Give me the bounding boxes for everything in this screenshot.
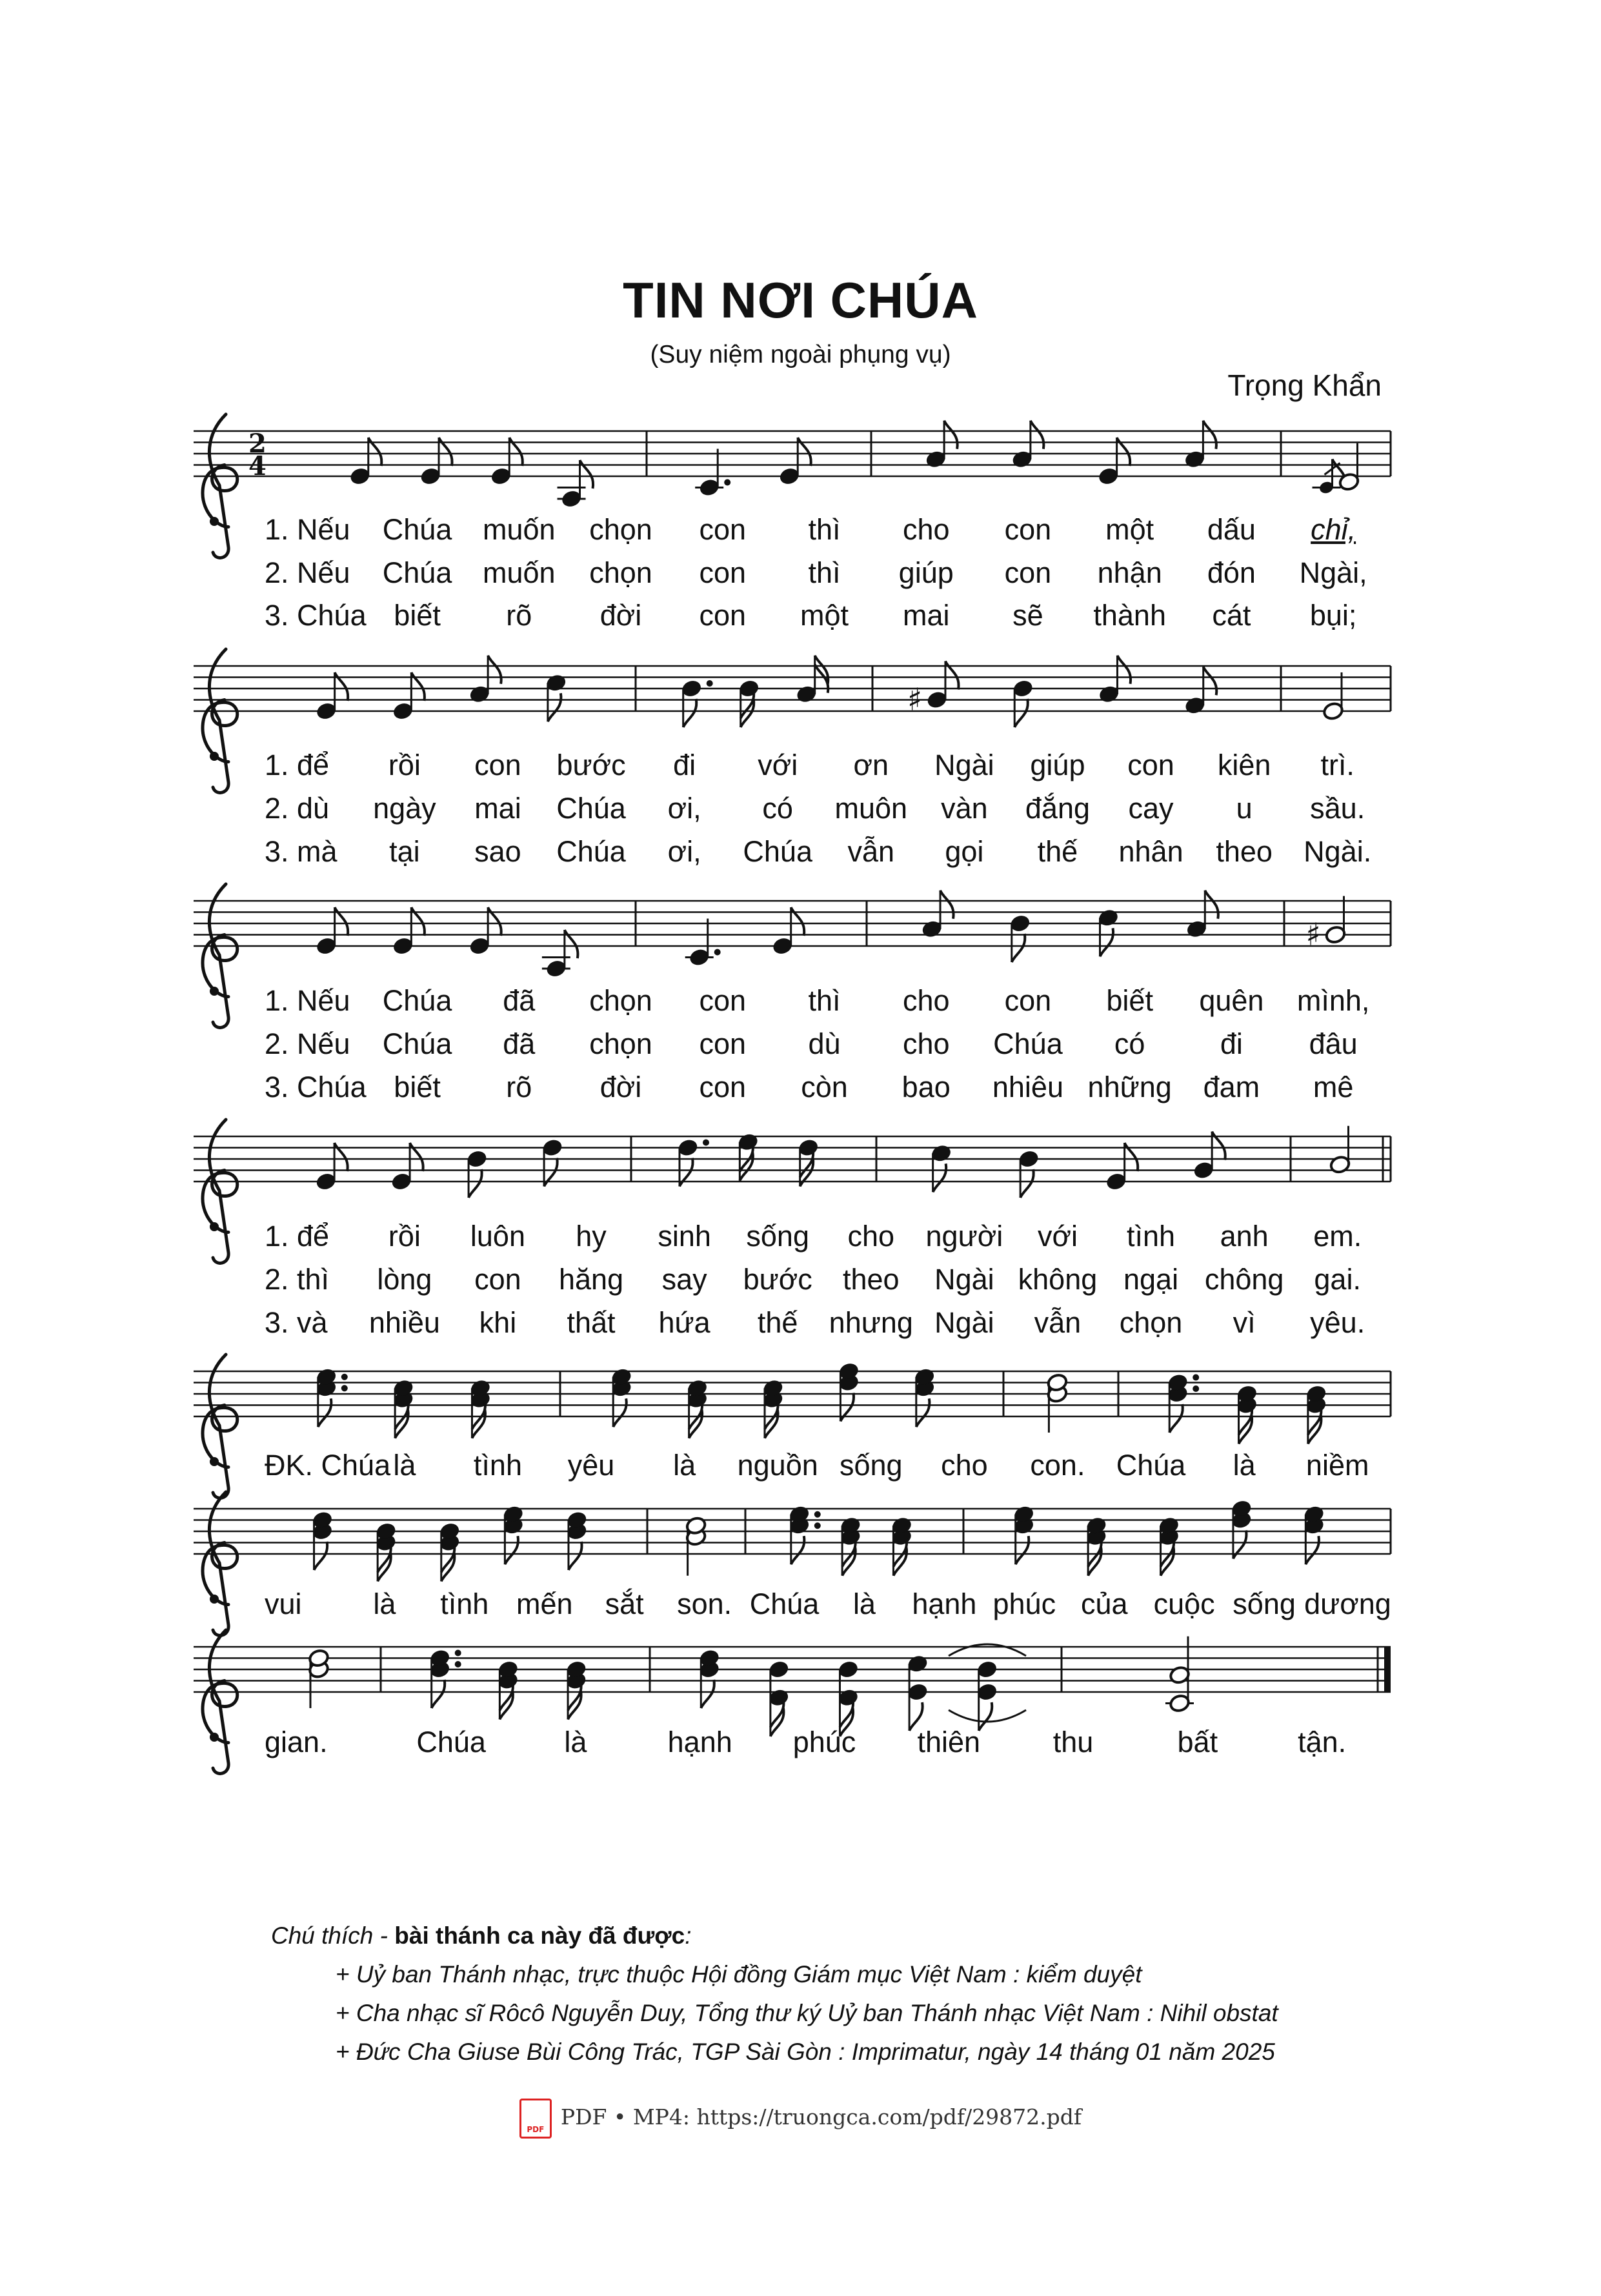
note-flag xyxy=(1012,934,1025,962)
lyric-syllable: Chúa xyxy=(556,792,626,825)
lyric-syllable: ơi, xyxy=(667,792,701,825)
lyric-syllable: Ngài, xyxy=(1299,556,1367,589)
dot xyxy=(707,680,713,687)
lyric-syllable: hăng xyxy=(558,1263,624,1296)
note-flag xyxy=(933,1163,947,1192)
lyric-syllable: tình xyxy=(473,1449,522,1482)
lyric-syllable: chọn xyxy=(589,984,652,1017)
sharp-icon: ♯ xyxy=(907,681,923,718)
notes-lead-end: : xyxy=(685,1922,692,1949)
lyric-syllable: là xyxy=(1233,1449,1256,1482)
dot xyxy=(1193,1375,1199,1381)
lyric-syllable: 1. Nếu xyxy=(265,984,350,1017)
lyric-syllable: hạnh xyxy=(667,1726,732,1758)
treble-clef-icon xyxy=(203,414,237,558)
notes-line: + Uỷ ban Thánh nhạc, trực thuộc Hội đồng Giám mục Việt Nam : kiểm duyệt xyxy=(336,1961,1142,1988)
treble-clef-icon xyxy=(203,1492,237,1635)
lyric-syllable: chọn xyxy=(1119,1306,1183,1339)
lyric-syllable: rõ xyxy=(506,599,532,632)
lyric-syllable: ơn xyxy=(853,749,889,781)
lyric-syllable: chọn xyxy=(589,513,652,546)
note-flag xyxy=(613,1398,627,1427)
note-flag xyxy=(1100,928,1114,956)
lyric-syllable: tận. xyxy=(1298,1726,1347,1758)
note-flag xyxy=(1169,1404,1183,1433)
treble-clef-icon xyxy=(203,1120,237,1263)
lyric-syllable: thì xyxy=(808,513,841,546)
lyric-syllable: niềm xyxy=(1305,1449,1369,1482)
note-flag xyxy=(1016,1536,1029,1564)
lyric-syllable: vẫn xyxy=(847,835,895,868)
lyric-syllable: em. xyxy=(1313,1220,1362,1253)
lyric-syllable: Ngài xyxy=(934,749,994,781)
lyric-syllable: chọn xyxy=(589,1027,652,1060)
lyric-syllable: sống xyxy=(746,1220,809,1253)
lyric-syllable: có xyxy=(762,792,793,825)
lyric-syllable: ơi, xyxy=(667,835,701,868)
lyric-syllable: là xyxy=(852,1587,876,1620)
lyric-syllable: tình xyxy=(440,1587,489,1620)
note-flag xyxy=(569,1542,582,1570)
lyric-syllable: 1. để xyxy=(265,749,330,781)
song-title: TIN NƠI CHÚA xyxy=(623,272,978,328)
lyric-syllable: sống xyxy=(1233,1587,1296,1620)
treble-clef-icon xyxy=(210,752,219,761)
lyric-syllable: Chúa xyxy=(556,835,626,868)
lyric-syllable: sống xyxy=(839,1449,903,1482)
lyric-syllable: tình xyxy=(1127,1220,1176,1253)
lyric-syllable: cho xyxy=(902,984,950,1017)
lyric-syllable: con xyxy=(1127,749,1174,781)
time-signature-bottom: 4 xyxy=(248,451,267,481)
treble-clef-icon xyxy=(210,987,219,996)
lyric-syllable: con xyxy=(699,556,747,589)
lyric-syllable: vàn xyxy=(941,792,988,825)
lyric-syllable: dù xyxy=(808,1027,841,1060)
dot xyxy=(341,1374,348,1380)
lyric-syllable: nhận xyxy=(1097,556,1162,589)
lyric-syllable: vì xyxy=(1233,1306,1256,1339)
lyric-syllable: nhân xyxy=(1118,835,1183,868)
lyric-syllable: tại xyxy=(389,835,420,868)
lyric-syllable: rồi xyxy=(388,749,421,781)
lyric-syllable: là xyxy=(393,1449,416,1482)
lyric-syllable: 3. và xyxy=(265,1306,328,1339)
note-flag xyxy=(468,1169,482,1198)
dot xyxy=(724,479,730,486)
lyric-syllable: thế xyxy=(1037,835,1078,868)
lyric-syllable: phúc xyxy=(792,1726,856,1758)
lyric-syllable: sao xyxy=(474,835,521,868)
lyric-syllable: nhiều xyxy=(368,1306,440,1339)
lyric-syllable: con xyxy=(474,1263,521,1296)
dot xyxy=(814,1522,821,1529)
lyric-syllable: thu xyxy=(1052,1726,1094,1758)
lyric-syllable: vui xyxy=(265,1587,302,1620)
lyric-syllable: con xyxy=(699,513,747,546)
lyric-syllable: nguồn xyxy=(737,1449,818,1482)
note-flag xyxy=(1117,656,1131,684)
notes-heading xyxy=(271,1917,1278,1955)
composer-name: Trọng Khẩn xyxy=(1227,368,1382,402)
lyric-syllable: biết xyxy=(394,1071,441,1103)
footer xyxy=(0,2099,1601,2139)
note-flag xyxy=(314,1542,328,1570)
lyric-syllable: một xyxy=(1105,513,1154,546)
lyric-syllable: con xyxy=(1004,556,1052,589)
dot xyxy=(703,1140,709,1146)
lyric-syllable: con. xyxy=(1030,1449,1085,1482)
treble-clef-icon xyxy=(210,1222,219,1231)
lyric-syllable: gai. xyxy=(1314,1263,1361,1296)
lyric-syllable: 2. thì xyxy=(265,1263,330,1296)
lyric-syllable: con xyxy=(699,599,747,632)
lyric-syllable: bụi; xyxy=(1309,599,1357,632)
lyric-syllable: chọn xyxy=(589,556,652,589)
treble-clef-icon xyxy=(203,884,237,1027)
lyric-syllable: con xyxy=(474,749,521,781)
lyric-syllable: nhiêu xyxy=(992,1071,1063,1103)
lyric-syllable: 2. dù xyxy=(265,792,330,825)
lyric-syllable: bước xyxy=(556,749,626,781)
lyric-syllable: Chúa xyxy=(382,984,452,1017)
dot xyxy=(714,949,721,956)
dot xyxy=(814,1511,821,1518)
lyric-syllable: Chúa xyxy=(743,835,812,868)
note-flag xyxy=(1203,421,1216,449)
note-flag xyxy=(1020,1169,1034,1198)
lyric-syllable: giúp xyxy=(898,556,954,589)
lyric-syllable: 2. Nếu xyxy=(265,556,350,589)
lyric-syllable: cho xyxy=(902,1027,950,1060)
lyric-syllable: mai xyxy=(474,792,521,825)
lyric-syllable: hy xyxy=(576,1220,607,1253)
lyric-syllable: Ngài xyxy=(934,1263,994,1296)
lyric-syllable: không xyxy=(1018,1263,1098,1296)
lyric-syllable: khi xyxy=(479,1306,517,1339)
lyric-syllable: Chúa xyxy=(382,556,452,589)
lyric-syllable: quên xyxy=(1199,984,1264,1017)
note-flag xyxy=(1014,699,1028,727)
lyric-syllable: vẫn xyxy=(1034,1306,1082,1339)
note-flag xyxy=(548,693,561,721)
lyric-syllable: đã xyxy=(503,984,536,1017)
lyric-syllable: đắng xyxy=(1025,792,1090,825)
lyric-syllable: con xyxy=(1004,984,1052,1017)
treble-clef-icon xyxy=(203,1630,237,1773)
final-barline xyxy=(1384,1647,1391,1692)
lyric-syllable: trì. xyxy=(1320,749,1354,781)
lyric-syllable: 3. Chúa xyxy=(265,599,367,632)
lyric-syllable: biết xyxy=(1106,984,1153,1017)
lyric-syllable: luôn xyxy=(470,1220,525,1253)
lyric-syllable: đi xyxy=(673,749,696,781)
lyric-syllable: còn xyxy=(801,1071,848,1103)
note-flag xyxy=(1203,667,1217,695)
lyric-syllable: phúc xyxy=(992,1587,1056,1620)
time-signature-top: 2 xyxy=(248,428,267,459)
lyric-syllable: kiên xyxy=(1217,749,1271,781)
lyric-syllable: sầu. xyxy=(1310,792,1365,825)
lyric-syllable: với xyxy=(1037,1220,1078,1253)
lyric-syllable: muốn xyxy=(483,556,556,589)
note-flag xyxy=(701,1680,714,1708)
lyric-syllable: muốn xyxy=(483,513,556,546)
lyric-syllable: ngày xyxy=(373,792,436,825)
lyric-syllable: Chúa xyxy=(382,1027,452,1060)
dot xyxy=(455,1650,461,1657)
sharp-icon: ♯ xyxy=(1305,916,1321,953)
lyric-syllable: bước xyxy=(743,1263,812,1296)
lyric-syllable: con xyxy=(699,984,747,1017)
lyric-syllable: sắt xyxy=(605,1587,644,1620)
lyric-syllable: là xyxy=(673,1449,696,1482)
lyric-syllable: 3. mà xyxy=(265,835,337,868)
lyric-syllable: thì xyxy=(808,984,841,1017)
treble-clef-icon xyxy=(210,1733,219,1742)
lyric-syllable: biết xyxy=(394,599,441,632)
lyric-syllable: đam xyxy=(1203,1071,1260,1103)
lyric-syllable: mình, xyxy=(1296,984,1370,1017)
lyric-syllable: son. xyxy=(677,1587,732,1620)
lyric-syllable: 3. Chúa xyxy=(265,1071,367,1103)
lyric-syllable: có xyxy=(1114,1027,1145,1060)
note-flag xyxy=(505,1536,518,1564)
dot xyxy=(455,1661,461,1667)
notes-line: + Cha nhạc sĩ Rôcô Nguyễn Duy, Tổng thư ký Uỷ ban Thánh nhạc Việt Nam : Nihil obstat xyxy=(336,2000,1278,2026)
lyric-syllable: nhưng xyxy=(829,1306,913,1339)
lyric-syllable: rồi xyxy=(388,1220,421,1253)
note-flag xyxy=(940,891,954,919)
note-flag xyxy=(432,1680,445,1708)
lyric-syllable: cho xyxy=(847,1220,895,1253)
notes-lead-bold: bài thánh ca này đã được xyxy=(394,1922,685,1949)
lyric-syllable: theo xyxy=(842,1263,900,1296)
lyric-syllable: dương xyxy=(1304,1587,1391,1620)
lyric-syllable: bao xyxy=(901,1071,951,1103)
song-subtitle: (Suy niệm ngoài phụng vụ) xyxy=(650,341,951,368)
note-flag xyxy=(1031,421,1044,449)
lyric-syllable: hứa xyxy=(658,1306,710,1339)
note-flag xyxy=(1205,891,1218,919)
notes-line: + Đức Cha Giuse Bùi Công Trác, TGP Sài Gòn : Imprimatur, ngày 14 tháng 01 năm 2025 xyxy=(336,2039,1275,2065)
notes-lead: Chú thích - xyxy=(271,1922,395,1949)
lyric-syllable: gian. xyxy=(265,1726,328,1758)
lyric-syllable: hạnh xyxy=(912,1587,977,1620)
lyric-syllable: cát xyxy=(1212,599,1251,632)
lyric-syllable: đã xyxy=(503,1027,536,1060)
lyric-syllable: u xyxy=(1236,792,1253,825)
tie xyxy=(949,1644,1026,1656)
lyric-syllable: cuộc xyxy=(1153,1587,1215,1620)
lyric-syllable: ngại xyxy=(1123,1263,1179,1296)
lyric-syllable: bất xyxy=(1177,1726,1218,1758)
lyric-syllable: thiên xyxy=(917,1726,981,1758)
lyric-syllable: đón xyxy=(1207,556,1256,589)
footer-link[interactable]: PDF • MP4: https://truongca.com/pdf/29872.pdf xyxy=(560,2104,1082,2130)
treble-clef-icon xyxy=(210,1595,219,1604)
lyric-syllable: đâu xyxy=(1309,1027,1358,1060)
lyric-syllable: sinh xyxy=(658,1220,711,1253)
lyric-syllable: Ngài xyxy=(934,1306,994,1339)
lyric-syllable: cay xyxy=(1128,792,1174,825)
dot xyxy=(341,1385,348,1391)
lyric-syllable: chông xyxy=(1204,1263,1284,1296)
lyric-syllable: sẽ xyxy=(1012,599,1043,632)
lyric-syllable: Chúa xyxy=(749,1587,820,1620)
lyric-syllable: chỉ, xyxy=(1311,513,1356,546)
note-flag xyxy=(791,1536,805,1564)
lyric-syllable: mê xyxy=(1313,1071,1354,1103)
lyric-syllable: say xyxy=(661,1263,707,1296)
lyric-syllable: lòng xyxy=(377,1263,432,1296)
pdf-icon[interactable]: PDF xyxy=(519,2099,552,2139)
lyric-syllable: đời xyxy=(599,599,642,632)
treble-clef-icon xyxy=(203,1354,237,1498)
lyric-syllable: giúp xyxy=(1030,749,1085,781)
lyric-syllable: ĐK. Chúa xyxy=(265,1449,391,1482)
lyric-syllable: đi xyxy=(1220,1027,1243,1060)
note-flag xyxy=(488,656,501,684)
treble-clef-icon xyxy=(203,649,237,792)
lyric-syllable: dấu xyxy=(1207,513,1256,546)
lyric-syllable: Chúa xyxy=(1116,1449,1186,1482)
lyric-syllable: gọi xyxy=(945,835,984,868)
lyric-syllable: cho xyxy=(941,1449,988,1482)
lyric-syllable: yêu. xyxy=(1310,1306,1365,1339)
lyric-syllable: với xyxy=(758,749,798,781)
lyric-syllable: những xyxy=(1087,1071,1172,1103)
lyric-syllable: theo xyxy=(1216,835,1273,868)
lyric-syllable: mến xyxy=(516,1587,573,1620)
lyric-syllable: thì xyxy=(808,556,841,589)
lyric-syllable: 1. để xyxy=(265,1220,330,1253)
lyric-syllable: muôn xyxy=(834,792,908,825)
lyric-syllable: 1. Nếu xyxy=(265,513,350,546)
lyric-syllable: là xyxy=(373,1587,396,1620)
note-flag xyxy=(916,1398,930,1427)
lyric-syllable: thế xyxy=(757,1306,798,1339)
lyric-syllable: là xyxy=(564,1726,587,1758)
lyric-syllable: cho xyxy=(902,513,950,546)
lyric-syllable: rõ xyxy=(506,1071,532,1103)
lyric-syllable: thành xyxy=(1093,599,1166,632)
lyric-syllable: Ngài. xyxy=(1304,835,1372,868)
note-flag xyxy=(944,421,958,449)
lyric-syllable: 2. Nếu xyxy=(265,1027,350,1060)
lyric-syllable: mai xyxy=(902,599,950,632)
lyric-syllable: con xyxy=(1004,513,1052,546)
treble-clef-icon xyxy=(210,1457,219,1466)
lyric-syllable: Chúa xyxy=(382,513,452,546)
treble-clef-icon xyxy=(210,517,219,526)
lyric-syllable: thất xyxy=(567,1306,616,1339)
lyric-syllable: đời xyxy=(599,1071,642,1103)
lyric-syllable: con xyxy=(699,1071,747,1103)
lyric-syllable: anh xyxy=(1220,1220,1269,1253)
dot xyxy=(1193,1385,1199,1392)
lyric-syllable: của xyxy=(1080,1587,1128,1620)
note-flag xyxy=(1305,1536,1319,1564)
lyric-syllable: người xyxy=(925,1220,1003,1253)
lyric-syllable: Chúa xyxy=(993,1027,1063,1060)
note-flag xyxy=(318,1398,332,1427)
lyric-syllable: một xyxy=(800,599,849,632)
notes-block xyxy=(271,1917,1278,2071)
note-flag xyxy=(683,699,697,727)
lyric-syllable: con xyxy=(699,1027,747,1060)
lyric-syllable: yêu xyxy=(567,1449,615,1482)
lyric-syllable: Chúa xyxy=(416,1726,486,1758)
